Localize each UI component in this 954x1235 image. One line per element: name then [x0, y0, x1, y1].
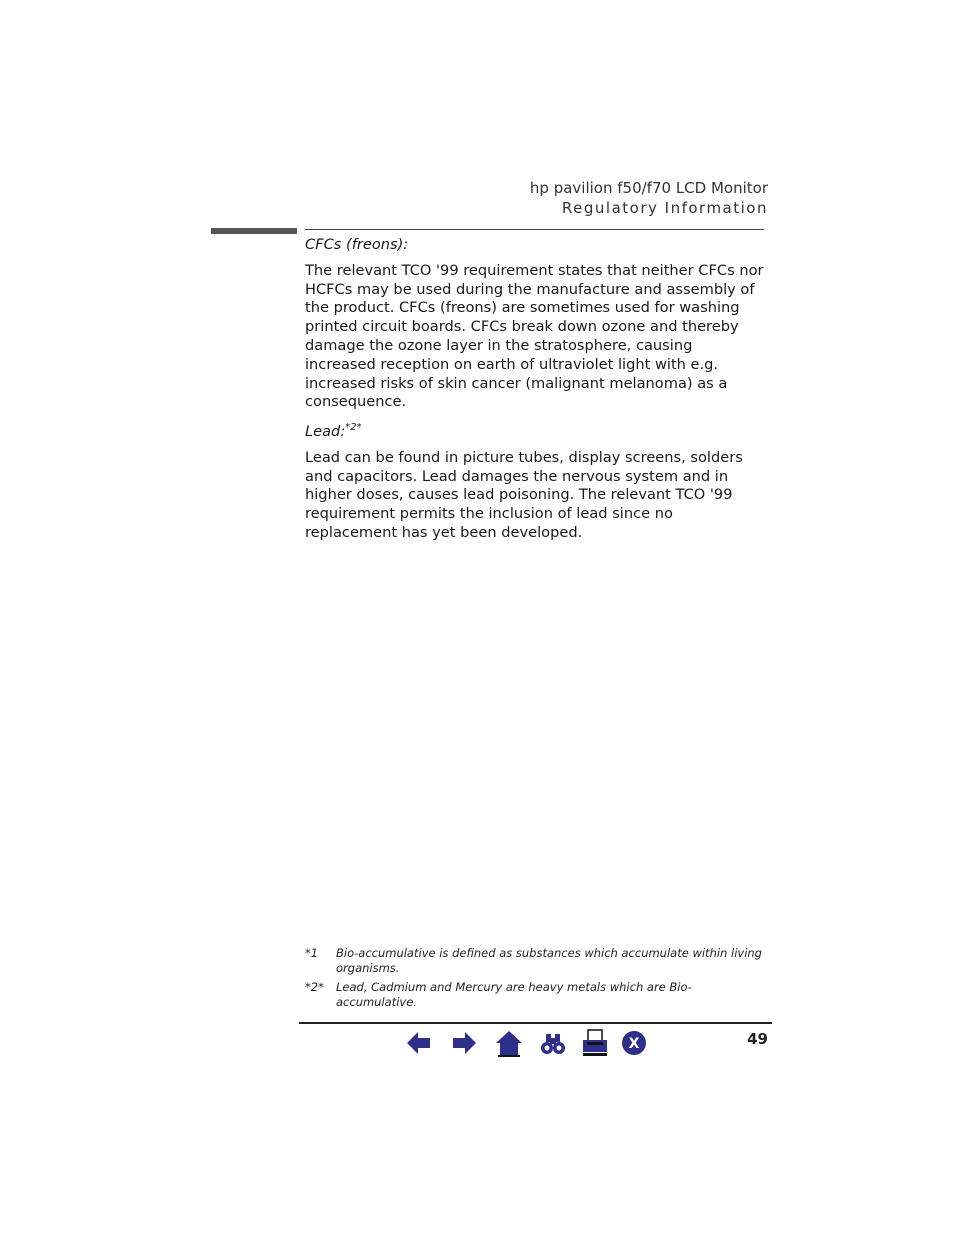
- close-button[interactable]: [619, 1028, 649, 1058]
- cfc-heading: CFCs (freons):: [305, 236, 409, 253]
- home-button[interactable]: [494, 1028, 524, 1058]
- lead-footnote-ref[interactable]: *2*: [345, 422, 362, 434]
- top-divider: [305, 229, 764, 230]
- main-content: [305, 236, 765, 550]
- close-icon-label: X: [628, 1036, 640, 1052]
- page-header: [530, 178, 768, 218]
- footnote-mark: *1: [305, 946, 319, 960]
- lead-heading: [305, 419, 765, 442]
- footnotes: [305, 946, 765, 1014]
- binoculars-icon: [538, 1028, 568, 1058]
- printer-icon: [580, 1028, 610, 1058]
- lead-heading-label: Lead:: [305, 423, 346, 441]
- page-number: 49: [747, 1030, 768, 1048]
- lead-paragraph: Lead can be found in picture tubes, display screens, solders and capacitors. Lead damages the nervous system and in higher doses, causes lead poisoning. The relevant TCO '99 requirement permits the inclusion of lead since no replacement has yet been developed.: [305, 448, 743, 542]
- forward-button[interactable]: [449, 1028, 479, 1058]
- footnote-mark: *2*: [305, 980, 324, 994]
- close-icon: [619, 1028, 649, 1058]
- print-button[interactable]: [580, 1028, 610, 1058]
- bottom-divider: [299, 1022, 772, 1024]
- footnote-1: [305, 946, 765, 976]
- cfc-paragraph: The relevant TCO '99 requirement states that neither CFCs nor HCFCs may be used during the manufacture and assembly of the product. CFCs (freons) are sometimes used for washing printed circuit boards. CFCs break down ozone and thereby damage the ozone layer in the stratosphere, causing increased reception on earth of ultraviolet light with e.g. increased risks of skin cancer (malignant melanoma) as a consequence.: [305, 261, 764, 411]
- home-icon: [494, 1028, 524, 1058]
- footnote-text: Lead, Cadmium and Mercury are heavy metals which are Bio-accumulative.: [336, 980, 692, 1009]
- back-arrow-icon: [404, 1028, 434, 1058]
- footnote-2: [305, 980, 765, 1010]
- section-title: Regulatory Information: [561, 199, 768, 217]
- forward-arrow-icon: [449, 1028, 479, 1058]
- footnote-text: Bio-accumulative is defined as substances which accumulate within living organisms.: [336, 946, 762, 975]
- document-title: hp pavilion f50/f70 LCD Monitor: [529, 179, 768, 197]
- search-button[interactable]: [538, 1028, 568, 1058]
- back-button[interactable]: [404, 1028, 434, 1058]
- section-marker-bar: [211, 228, 297, 234]
